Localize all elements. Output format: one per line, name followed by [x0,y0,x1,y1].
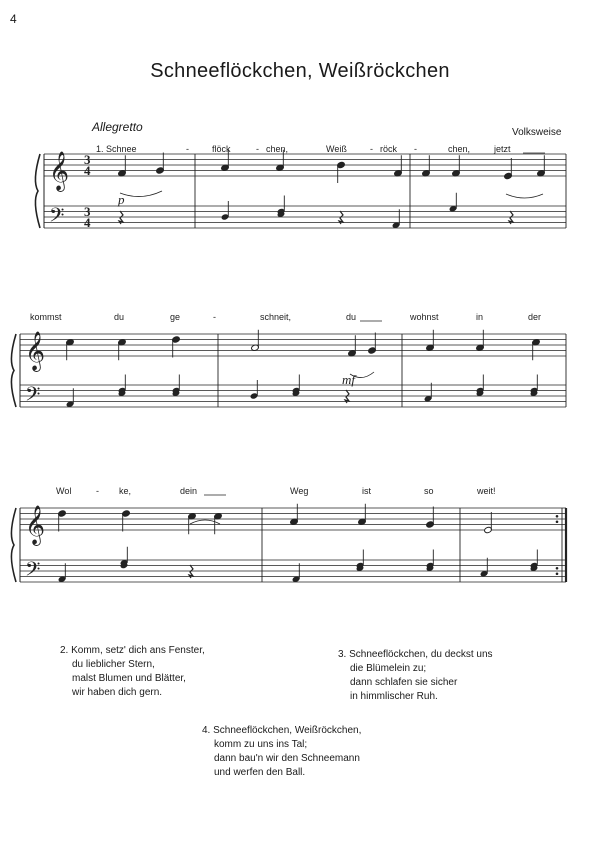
lyric-syllable: flöck [212,144,231,154]
verse-2 [60,644,205,700]
lyric-syllable: - [256,144,259,154]
lyric-syllable: schneit, [260,312,292,322]
dynamic-mezzoforte: mf [342,372,355,387]
lyric-syllable: - [96,486,99,496]
lyrics [30,144,545,496]
lyric-syllable: in [476,312,484,322]
page-title: Schneeflöckchen, Weißröckchen [150,60,450,82]
verse-line: 2. Komm, setz' dich ans Fenster, [60,645,205,656]
bass-clef-icon: 𝄢 [25,557,41,586]
tempo-marking: Allegretto [92,120,143,134]
bass-clef-icon: 𝄢 [25,382,41,411]
repeat-dot [556,572,559,575]
treble-clef-icon: 𝄞 [25,505,46,545]
notes [58,150,546,583]
repeat-dot [556,520,559,523]
time-signature-bottom: 4 [84,215,91,230]
verse-line: die Blümelein zu; [350,663,427,674]
lyric-syllable: der [528,312,542,322]
brace [11,334,16,407]
verse-4 [202,724,361,780]
verse-line: und werfen den Ball. [214,767,306,778]
lyric-syllable: wohnst [410,312,439,322]
verse-line: wir haben dich gern. [72,687,163,698]
lyric-syllable: kommst [30,312,62,322]
bass-clef-icon: 𝄢 [49,203,65,232]
dynamic-piano: p [118,192,125,207]
time-signature-top: 3 [84,204,91,219]
repeat-dot [556,515,559,518]
staff-lines [11,151,566,586]
lyric-syllable: Weg [290,486,309,496]
lyric-syllable: Wol [56,486,72,496]
lyric-syllable: 1. Schnee [96,144,137,154]
time-signature-top: 3 [84,152,91,167]
lyric-syllable: röck [380,144,398,154]
quarter-rest-icon [345,390,349,403]
verse-line: malst Blumen und Blätter, [72,673,186,684]
quarter-rest-icon [119,211,123,224]
verse-line: du lieblicher Stern, [72,659,155,670]
lyric-syllable: - [370,144,373,154]
treble-clef-icon: 𝄞 [25,331,46,371]
slur [120,191,162,197]
lyric-syllable: du [346,312,357,322]
lyric-syllable: - [414,144,417,154]
verse-line: 4. Schneeflöckchen, Weißröckchen, [202,725,362,736]
slur [190,520,220,524]
verse-line: 3. Schneeflöckchen, du deckst uns [338,649,493,660]
verse-3 [338,648,493,704]
page-number: 4 [10,12,17,26]
repeat-dot [556,567,559,570]
lyric-syllable: ge [170,312,181,322]
time-signature-bottom: 4 [84,163,91,178]
lyric-syllable: chen, [448,144,471,154]
slur [506,194,543,198]
lyric-syllable: so [424,486,434,496]
treble-clef-icon: 𝄞 [49,151,70,191]
lyric-syllable: ke, [119,486,132,496]
brace [35,154,40,228]
verse-line: komm zu uns ins Tal; [214,739,308,750]
lyric-syllable: ist [362,486,371,496]
verse-line: in himmlischer Ruh. [350,691,438,702]
verse-line: dann bau'n wir den Schneemann [214,753,360,764]
lyric-syllable: du [114,312,125,322]
quarter-rest-icon [509,211,513,224]
lyric-syllable: weit! [477,486,496,496]
composer-credit: Volksweise [512,127,562,138]
lyric-syllable: - [213,312,216,322]
brace [11,508,16,582]
lyric-syllable: Weiß [326,144,347,154]
quarter-rest-icon [189,565,193,578]
lyric-syllable: - [186,144,189,154]
verse-line: dann schlafen sie sicher [350,677,458,688]
quarter-rest-icon [339,211,343,224]
lyric-syllable: jetzt [494,144,511,154]
lyric-syllable: dein [180,486,198,496]
lyric-syllable: chen, [266,144,289,154]
